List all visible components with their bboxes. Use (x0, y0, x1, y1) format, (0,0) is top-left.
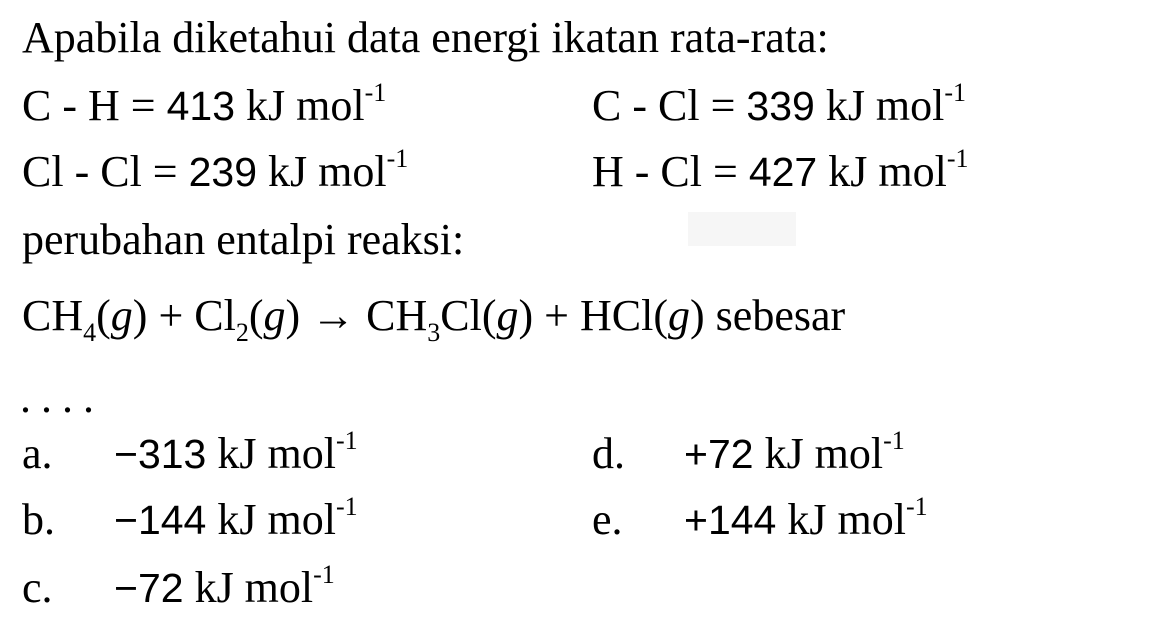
product-chloromethane: $CH_3Cl(g)$ (366, 291, 534, 347)
unit-exponent: -1 (944, 78, 967, 107)
option-c[interactable] (22, 562, 335, 614)
option-label: d. (592, 429, 625, 478)
unit: kJ mol (825, 81, 945, 130)
plus-sign: + (158, 291, 184, 340)
option-label: c. (22, 563, 53, 612)
faint-mark (688, 212, 796, 246)
product-hcl: HCl(g) (580, 291, 705, 340)
bond-value: 239 (188, 149, 258, 195)
bond-energy-ch (22, 80, 386, 132)
option-e[interactable] (592, 494, 928, 546)
option-b[interactable] (22, 494, 358, 546)
answer-blank: .... (20, 373, 104, 422)
unit: kJ mol (217, 429, 336, 478)
unit-exponent: -1 (335, 426, 358, 455)
bond-energy-ccl (592, 80, 966, 132)
unit-exponent: -1 (883, 426, 905, 455)
unit: kJ mol (828, 147, 947, 196)
unit: kJ mol (787, 495, 906, 544)
option-value: −313 (114, 431, 207, 477)
unit: kJ mol (217, 495, 336, 544)
reaction-equation (22, 290, 846, 347)
bond-label: H - Cl = (592, 147, 738, 196)
unit: kJ mol (764, 429, 884, 478)
unit-exponent: -1 (386, 144, 409, 173)
option-value: +72 (684, 431, 754, 477)
prompt-text: perubahan entalpi reaksi: (22, 215, 465, 264)
reactant-chlorine: $Cl_2(g)$ (194, 291, 301, 347)
option-label: b. (22, 495, 55, 544)
bond-energy-hcl (592, 146, 969, 198)
bond-value: 427 (748, 149, 818, 195)
option-a[interactable] (22, 428, 358, 480)
option-d[interactable] (592, 428, 905, 480)
option-value: −144 (114, 497, 207, 543)
bond-label: C - H = (22, 81, 156, 130)
reaction-arrow: → (311, 291, 356, 340)
unit: kJ mol (194, 563, 314, 612)
option-value: +144 (684, 497, 777, 543)
option-label: a. (22, 429, 53, 478)
bond-energy-clcl (22, 146, 408, 198)
bond-value: 339 (746, 83, 815, 129)
unit-exponent: -1 (313, 560, 335, 589)
bond-label: C - Cl = (592, 81, 736, 130)
unit: kJ mol (268, 147, 387, 196)
option-label: e. (592, 495, 623, 544)
unit-exponent: -1 (946, 144, 969, 173)
bond-label: Cl - Cl = (22, 147, 178, 196)
unit: kJ mol (246, 81, 365, 130)
bond-value: 413 (166, 83, 236, 129)
reactant-methane: $CH_4(g)$ (22, 291, 148, 347)
reaction-trailing-text: sebesar (715, 291, 846, 340)
option-value: −72 (114, 565, 184, 611)
unit-exponent: -1 (364, 78, 387, 107)
intro-text: Apabila diketahui data energi ikatan rata-rata: (22, 13, 829, 62)
plus-sign: + (544, 291, 569, 340)
unit-exponent: -1 (905, 492, 928, 521)
unit-exponent: -1 (335, 492, 358, 521)
